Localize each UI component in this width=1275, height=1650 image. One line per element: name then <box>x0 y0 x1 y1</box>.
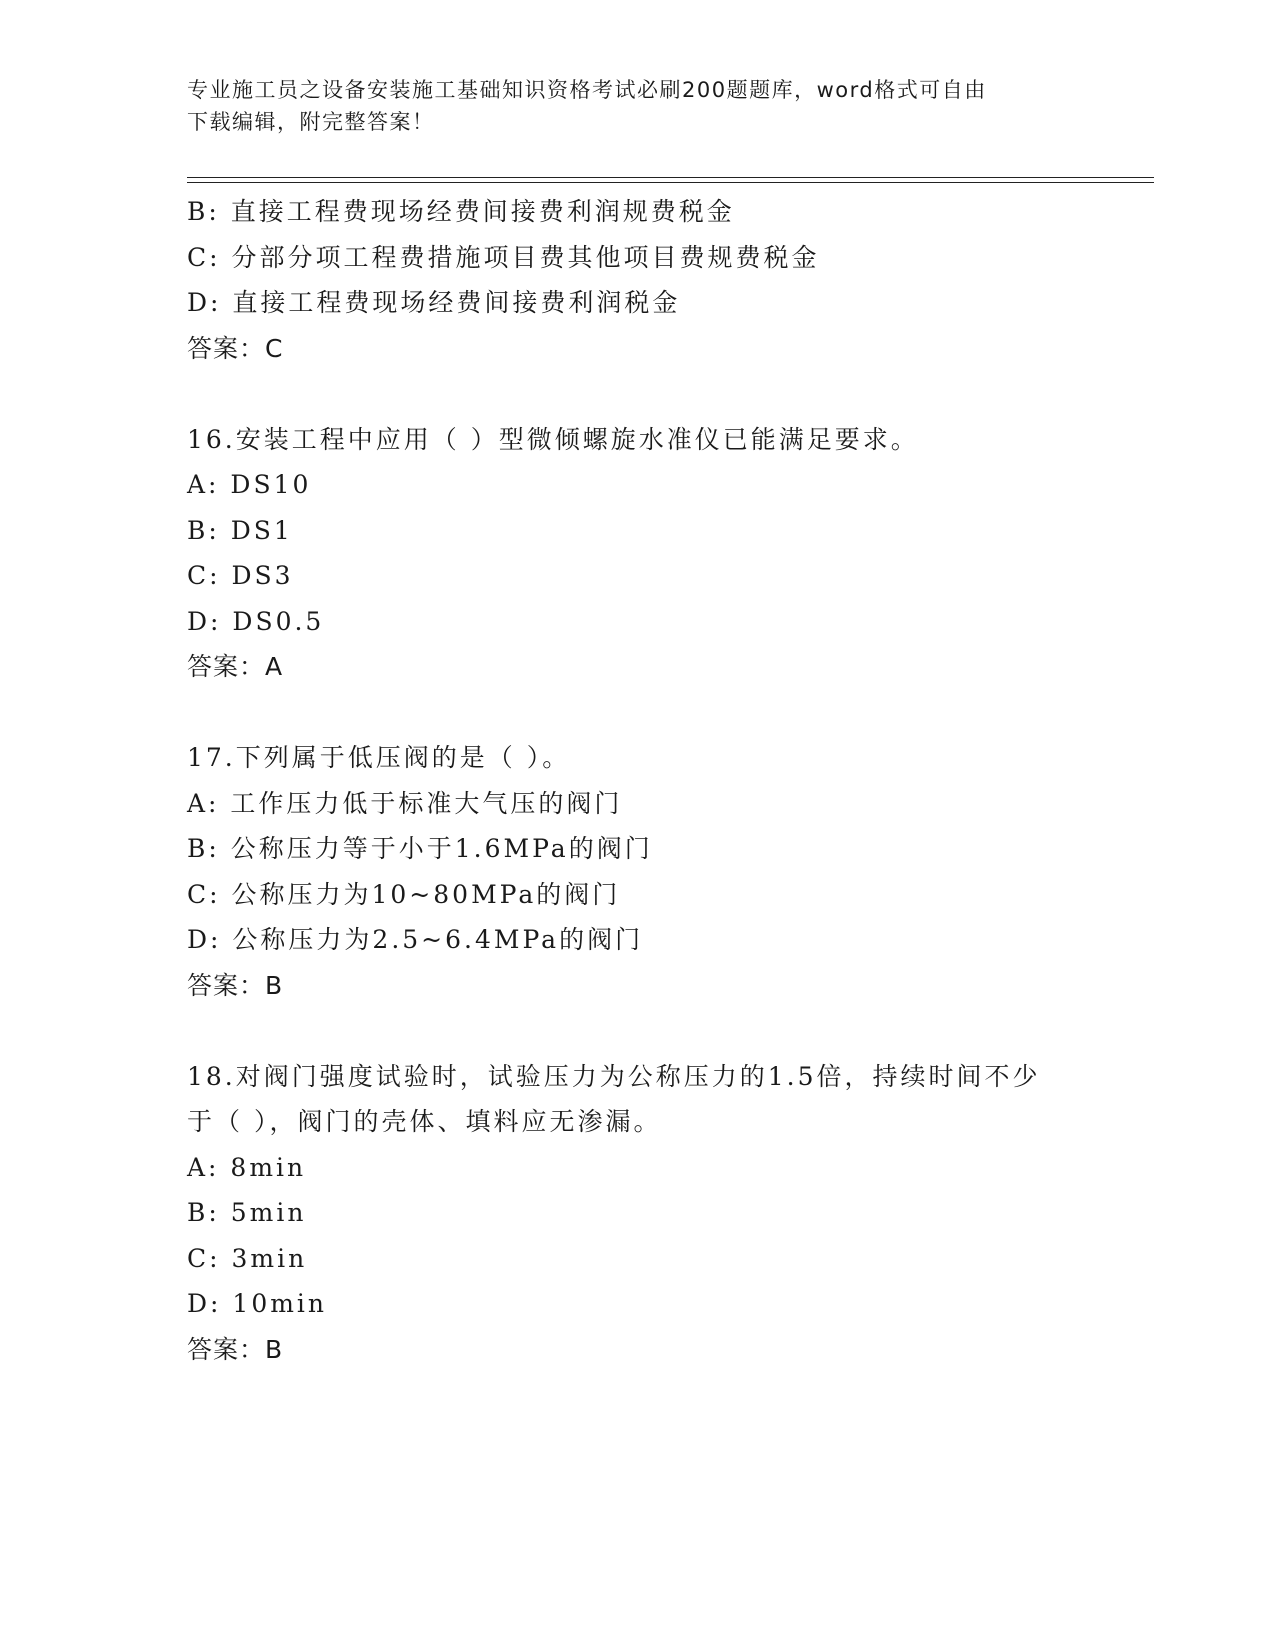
option-d: D: DS0.5 <box>187 606 325 636</box>
question-16 <box>187 417 1147 690</box>
question-stem-line-1: 18.对阀门强度试验时，试验压力为公称压力的1.5倍，持续时间不少 <box>187 1061 1041 1091</box>
question-stem: 17.下列属于低压阀的是（ ）。 <box>187 743 571 772</box>
option-c: C: DS3 <box>187 561 294 590</box>
option-c: C: 3min <box>187 1243 308 1273</box>
option-a: A: DS10 <box>187 470 312 499</box>
spacer <box>187 371 1147 417</box>
answer-line: 答案：B <box>187 1334 284 1364</box>
header-line-1: 专业施工员之设备安装施工基础知识资格考试必刷200题题库，word格式可自由 <box>187 78 987 102</box>
header-divider-bottom <box>187 182 1154 183</box>
question-stem: 16.安装工程中应用（ ）型微倾螺旋水准仪已能满足要求。 <box>187 424 919 454</box>
spacer <box>187 690 1147 736</box>
option-b: B: 公称压力等于小于1.6MPa的阀门 <box>187 834 653 863</box>
option-c: C: 公称压力为10~80MPa的阀门 <box>187 879 621 909</box>
answer-line: 答案：C <box>187 333 284 363</box>
option-c: C: 分部分项工程费措施项目费其他项目费规费税金 <box>187 242 820 272</box>
header-divider-top <box>187 177 1154 178</box>
answer-line: 答案：A <box>187 652 284 681</box>
option-b: B: DS1 <box>187 515 293 545</box>
question-17 <box>187 735 1147 1008</box>
option-d: D: 公称压力为2.5~6.4MPa的阀门 <box>187 925 644 954</box>
option-a: A: 工作压力低于标准大气压的阀门 <box>187 788 623 818</box>
option-a: A: 8min <box>187 1152 307 1182</box>
option-d: D: 直接工程费现场经费间接费利润税金 <box>187 288 681 317</box>
option-b: B: 5min <box>187 1198 307 1227</box>
prev-question-block <box>187 189 1147 371</box>
answer-line: 答案：B <box>187 970 284 1000</box>
document-header <box>187 74 1067 138</box>
question-18 <box>187 1054 1147 1373</box>
header-line-2: 下载编辑，附完整答案！ <box>187 110 435 134</box>
option-b: B: 直接工程费现场经费间接费利润规费税金 <box>187 197 735 226</box>
spacer <box>187 1008 1147 1054</box>
question-stem-line-2: 于（ ），阀门的壳体、填料应无渗漏。 <box>187 1107 662 1136</box>
question-content <box>187 189 1147 1372</box>
option-d: D: 10min <box>187 1289 328 1318</box>
